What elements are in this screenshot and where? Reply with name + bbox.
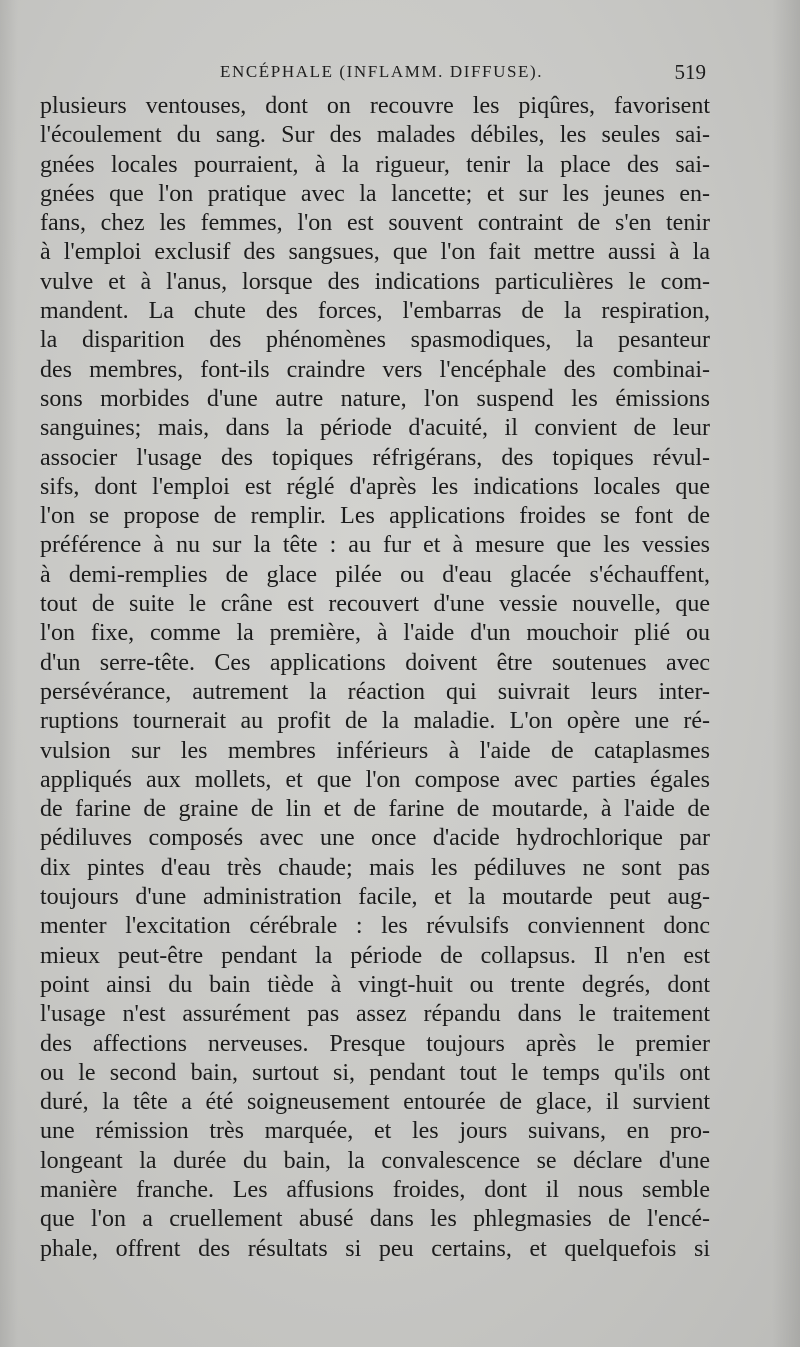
text-line: tout de suite le crâne est recouvert d'une vessie nouvelle, que (40, 591, 710, 618)
page-gutter-shadow (0, 0, 18, 1347)
text-line: toujours d'une administration facile, et la moutarde peut aug- (40, 884, 710, 911)
body-text (40, 92, 710, 1264)
text-line: dix pintes d'eau très chaude; mais les pédiluves ne sont pas (40, 854, 710, 881)
text-line: longeant la durée du bain, la convalescence se déclare d'une (40, 1147, 710, 1174)
text-line: plusieurs ventouses, dont on recouvre les piqûres, favorisent (40, 93, 710, 119)
text-line: mieux peut-être pendant la période de collapsus. Il n'en est (40, 942, 710, 969)
text-line: menter l'excitation cérébrale : les révulsifs conviennent donc (40, 913, 710, 940)
text-line: mandent. La chute des forces, l'embarras de la respiration, (40, 298, 710, 325)
text-line: gnées locales pourraient, à la rigueur, tenir la place des sai- (40, 151, 710, 178)
text-line: d'un serre-tête. Ces applications doivent être soutenues avec (40, 649, 710, 676)
text-line: duré, la tête a été soigneusement entourée de glace, il survient (40, 1089, 710, 1116)
text-line: pédiluves composés avec une once d'acide hydrochlorique par (40, 825, 710, 852)
text-line: sanguines; mais, dans la période d'acuité, il convient de leur (40, 415, 710, 442)
text-line: phale, offrent des résultats si peu certains, et quelquefois si (40, 1235, 710, 1262)
text-line: point ainsi du bain tiède à vingt-huit ou trente degrés, dont (40, 971, 710, 998)
text-line: des membres, font-ils craindre vers l'encéphale des combinai- (40, 356, 710, 383)
text-line: une rémission très marquée, et les jours suivans, en pro- (40, 1118, 710, 1145)
text-line: l'on se propose de remplir. Les applications froides se font de (40, 503, 710, 530)
text-line: ou le second bain, surtout si, pendant tout le temps qu'ils ont (40, 1059, 710, 1086)
page-edge-shadow (772, 0, 800, 1347)
text-line: appliqués aux mollets, et que l'on compose avec parties égales (40, 766, 710, 793)
text-line: vulsion sur les membres inférieurs à l'aide de cataplasmes (40, 737, 710, 764)
text-line: manière franche. Les affusions froides, dont il nous semble (40, 1176, 710, 1203)
text-line: gnées que l'on pratique avec la lancette; et sur les jeunes en- (40, 180, 710, 207)
text-line: fans, chez les femmes, l'on est souvent contraint de s'en tenir (40, 210, 710, 237)
text-line: à demi-remplies de glace pilée ou d'eau glacée s'échauffent, (40, 561, 710, 588)
text-line: associer l'usage des topiques réfrigérans, des topiques révul- (40, 444, 710, 471)
page-number: 519 (674, 60, 706, 84)
text-line: la disparition des phénomènes spasmodiques, la pesanteur (40, 327, 710, 354)
text-line: préférence à nu sur la tête : au fur et à mesure que les vessies (40, 532, 710, 559)
text-line: vulve et à l'anus, lorsque des indications particulières le com- (40, 268, 710, 295)
text-line: l'écoulement du sang. Sur des malades débiles, les seules sai- (40, 122, 710, 149)
text-line: l'on fixe, comme la première, à l'aide d'un mouchoir plié ou (40, 620, 710, 647)
text-line: persévérance, autrement la réaction qui suivrait leurs inter- (40, 678, 710, 705)
text-line: sons morbides d'une autre nature, l'on suspend les émissions (40, 385, 710, 412)
running-head (40, 62, 710, 92)
text-line: ruptions tournerait au profit de la maladie. L'on opère une ré- (40, 708, 710, 735)
text-line: à l'emploi exclusif des sangsues, que l'on fait mettre aussi à la (40, 239, 710, 266)
running-title: ENCÉPHALE (INFLAMM. DIFFUSE). (220, 62, 544, 81)
text-line: de farine de graine de lin et de farine de moutarde, à l'aide de (40, 796, 710, 823)
text-line: l'usage n'est assurément pas assez répandu dans le traitement (40, 1001, 710, 1028)
text-line: que l'on a cruellement abusé dans les phlegmasies de l'encé- (40, 1206, 710, 1233)
text-line: sifs, dont l'emploi est réglé d'après les indications locales que (40, 473, 710, 500)
text-line: des affections nerveuses. Presque toujours après le premier (40, 1030, 710, 1057)
